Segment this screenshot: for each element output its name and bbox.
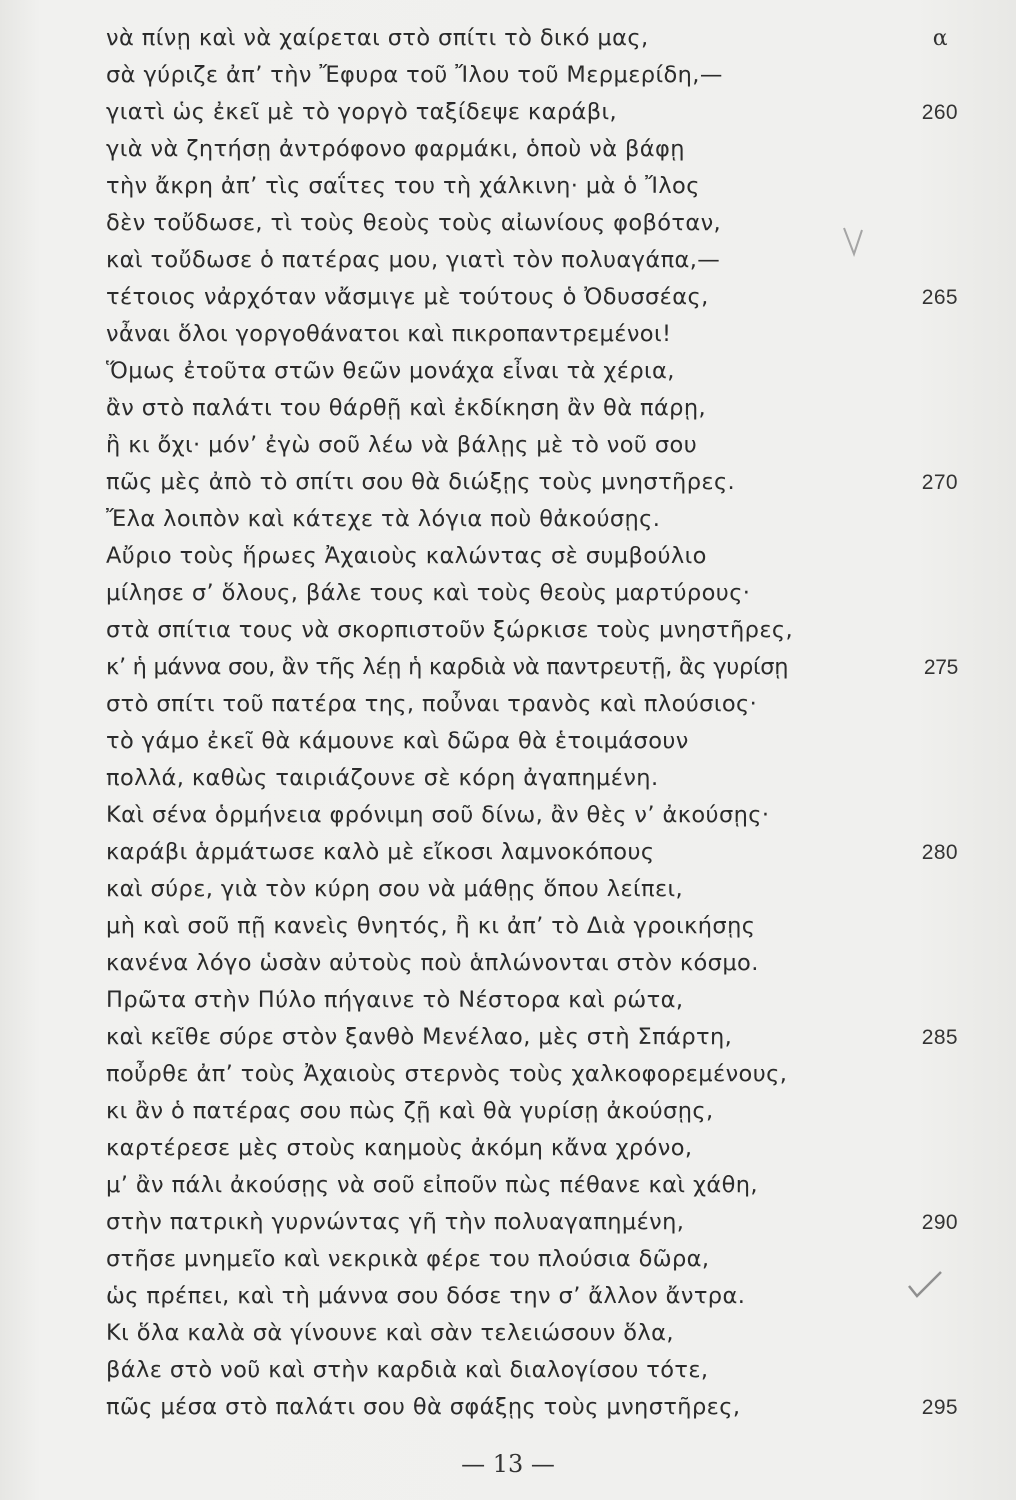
line-text: μ’ ἂν πάλι ἀκούσῃς νὰ σοῦ εἰποῦν πὼς πέθανε καὶ χάθη, (106, 1172, 758, 1198)
line-number: 270 (921, 471, 958, 494)
poem-line (106, 538, 986, 575)
line-text: στὰ σπίτια τους νὰ σκορπιστοῦν ξώρκισε τοὺς μνηστῆρες, (106, 617, 794, 643)
poem-line (106, 1019, 986, 1056)
poem-line (106, 908, 986, 945)
line-text: στὸ σπίτι τοῦ πατέρα της, ποὖναι τρανὸς καὶ πλούσιος· (106, 691, 758, 717)
line-text: τέτοιος νἀρχόταν νἄσμιγε μὲ τούτους ὁ Ὀδυσσέας, (106, 284, 709, 310)
poem-line (106, 501, 986, 538)
line-text: καρτέρεσε μὲς στοὺς καημοὺς ἀκόμη κἄνα χρόνο, (106, 1135, 693, 1161)
line-text: Κι ὅλα καλὰ σὰ γίνουνε καὶ σὰν τελειώσουν ὅλα, (106, 1320, 674, 1346)
line-number: 265 (921, 286, 958, 309)
poem-line (106, 1389, 986, 1426)
line-number: 280 (921, 841, 958, 864)
line-text: μὴ καὶ σοῦ πῇ κανεὶς θνητός, ἢ κι ἀπ’ τὸ Διὰ γροικήσῃς (106, 913, 756, 939)
poem-line (106, 464, 986, 501)
poem-line (106, 1167, 986, 1204)
poem-line (106, 390, 986, 427)
poem-line (106, 871, 986, 908)
line-text: πῶς μέσα στὸ παλάτι σου θὰ σφάξῃς τοὺς μνηστῆρες, (106, 1394, 741, 1420)
line-text: γιατὶ ὡς ἐκεῖ μὲ τὸ γοργὸ ταξίδεψε καράβι, (106, 99, 618, 125)
poem-line (106, 649, 986, 686)
poem-line (106, 723, 986, 760)
line-number: 285 (921, 1026, 958, 1049)
poem-line (106, 1093, 986, 1130)
pencil-check-mark (905, 1268, 945, 1302)
line-text: Πρῶτα στὴν Πύλο πήγαινε τὸ Νέστορα καὶ ρώτα, (106, 987, 684, 1013)
line-text: καὶ κεῖθε σύρε στὸν ξανθὸ Μενέλαο, μὲς στὴ Σπάρτη, (106, 1024, 733, 1050)
line-text: καὶ σύρε, γιὰ τὸν κύρη σου νὰ μάθῃς ὅπου λείπει, (106, 876, 684, 902)
poem-line (106, 1315, 986, 1352)
line-text: δὲν τοὔδωσε, τὶ τοὺς θεοὺς τοὺς αἰωνίους φοβόταν, (106, 210, 722, 236)
poem-line (106, 575, 986, 612)
line-number: 275 (923, 656, 958, 679)
line-text: μίλησε σ’ ὅλους, βάλε τους καὶ τοὺς θεοὺς μαρτύρους· (106, 580, 751, 606)
line-number: 290 (921, 1211, 958, 1234)
line-text: σὰ γύριζε ἀπ’ τὴν Ἔφυρα τοῦ Ἴλου τοῦ Μερμερίδη,— (106, 62, 723, 88)
poem-line (106, 945, 986, 982)
poem-line (106, 94, 986, 131)
line-text: πῶς μὲς ἀπὸ τὸ σπίτι σου θὰ διώξῃς τοὺς μνηστῆρες. (106, 469, 736, 495)
poem-line (106, 20, 986, 57)
line-text: βάλε στὸ νοῦ καὶ στὴν καρδιὰ καὶ διαλογίσου τότε, (106, 1357, 709, 1383)
poem-line (106, 797, 986, 834)
poem-line (106, 1130, 986, 1167)
poem-line (106, 427, 986, 464)
poem-line (106, 686, 986, 723)
line-text: στῆσε μνημεῖο καὶ νεκρικὰ φέρε του πλούσια δῶρα, (106, 1246, 710, 1272)
poem-line (106, 1056, 986, 1093)
line-text: νἆναι ὅλοι γοργοθάνατοι καὶ πικροπαντρεμένοι! (106, 321, 672, 347)
line-text: καράβι ἁρμάτωσε καλὸ μὲ εἴκοσι λαμνοκόπους (106, 839, 655, 865)
line-text: κι ἂν ὁ πατέρας σου πὼς ζῇ καὶ θὰ γυρίσῃ ἀκούσῃς, (106, 1098, 714, 1124)
line-text: ἂν στὸ παλάτι του θάρθῇ καὶ ἐκδίκηση ἂν θὰ πάρῃ, (106, 395, 707, 421)
line-text: στὴν πατρικὴ γυρνώντας γῆ τὴν πολυαγαπημένη, (106, 1209, 685, 1235)
poem-line (106, 1278, 986, 1315)
poem-line (106, 1352, 986, 1389)
line-text: Ὅμως ἐτοῦτα στῶν θεῶν μονάχα εἶναι τὰ χέρια, (106, 358, 675, 384)
poem-line (106, 168, 986, 205)
poem-line (106, 131, 986, 168)
poem-line (106, 279, 986, 316)
poem-line (106, 57, 986, 94)
line-text: Καὶ σένα ὁρμήνεια φρόνιμη σοῦ δίνω, ἂν θὲς ν’ ἀκούσῃς· (106, 802, 770, 828)
poem-line (106, 834, 986, 871)
line-number: 295 (921, 1396, 958, 1419)
line-text: ὡς πρέπει, καὶ τὴ μάννα σου δόσε την σ’ ἄλλον ἄντρα. (106, 1283, 746, 1309)
poem-line (106, 760, 986, 797)
line-text: τὴν ἄκρη ἀπ’ τὶς σαΐτες του τὴ χάλκινη· μὰ ὁ Ἴλος (106, 173, 700, 199)
pencil-mark-tick (838, 224, 868, 264)
poem-line (106, 1241, 986, 1278)
poem-line (106, 612, 986, 649)
line-text: ἢ κι ὄχι· μόν’ ἐγὼ σοῦ λέω νὰ βάλῃς μὲ τὸ νοῦ σου (106, 432, 698, 458)
line-number: 260 (921, 101, 958, 124)
poem-line (106, 1204, 986, 1241)
line-text: Αὔριο τοὺς ἥρωες Ἀχαιοὺς καλώντας σὲ συμβούλιο (106, 543, 707, 569)
poem-line (106, 316, 986, 353)
poem-line (106, 982, 986, 1019)
line-text: ποὖρθε ἀπ’ τοὺς Ἀχαιοὺς στερνὸς τοὺς χαλκοφορεμένους, (106, 1061, 788, 1087)
line-text: καὶ τοὔδωσε ὁ πατέρας μου, γιατὶ τὸν πολυαγάπα,— (106, 247, 721, 273)
line-text: γιὰ νὰ ζητήσῃ ἀντρόφονο φαρμάκι, ὁποὺ νὰ βάφῃ (106, 136, 685, 162)
section-marker: α (932, 26, 948, 51)
page-number: — 13 — (461, 1450, 555, 1478)
line-text: κ’ ἡ μάννα σου, ἂν τῆς λέῃ ἡ καρδιὰ νὰ παντρευτῇ, ἂς γυρίσῃ (106, 654, 789, 680)
line-text: πολλά, καθὼς ταιριάζουνε σὲ κόρη ἀγαπημένη. (106, 765, 659, 791)
poem-line (106, 353, 986, 390)
line-text: τὸ γάμο ἐκεῖ θὰ κάμουνε καὶ δῶρα θὰ ἑτοιμάσουν (106, 728, 689, 754)
line-text: νὰ πίνῃ καὶ νὰ χαίρεται στὸ σπίτι τὸ δικό μας, (106, 25, 649, 51)
line-text: Ἔλα λοιπὸν καὶ κάτεχε τὰ λόγια ποὺ θἀκούσῃς. (106, 506, 661, 532)
line-text: κανένα λόγο ὡσὰν αὐτοὺς ποὺ ἁπλώνονται στὸν κόσμο. (106, 950, 759, 976)
